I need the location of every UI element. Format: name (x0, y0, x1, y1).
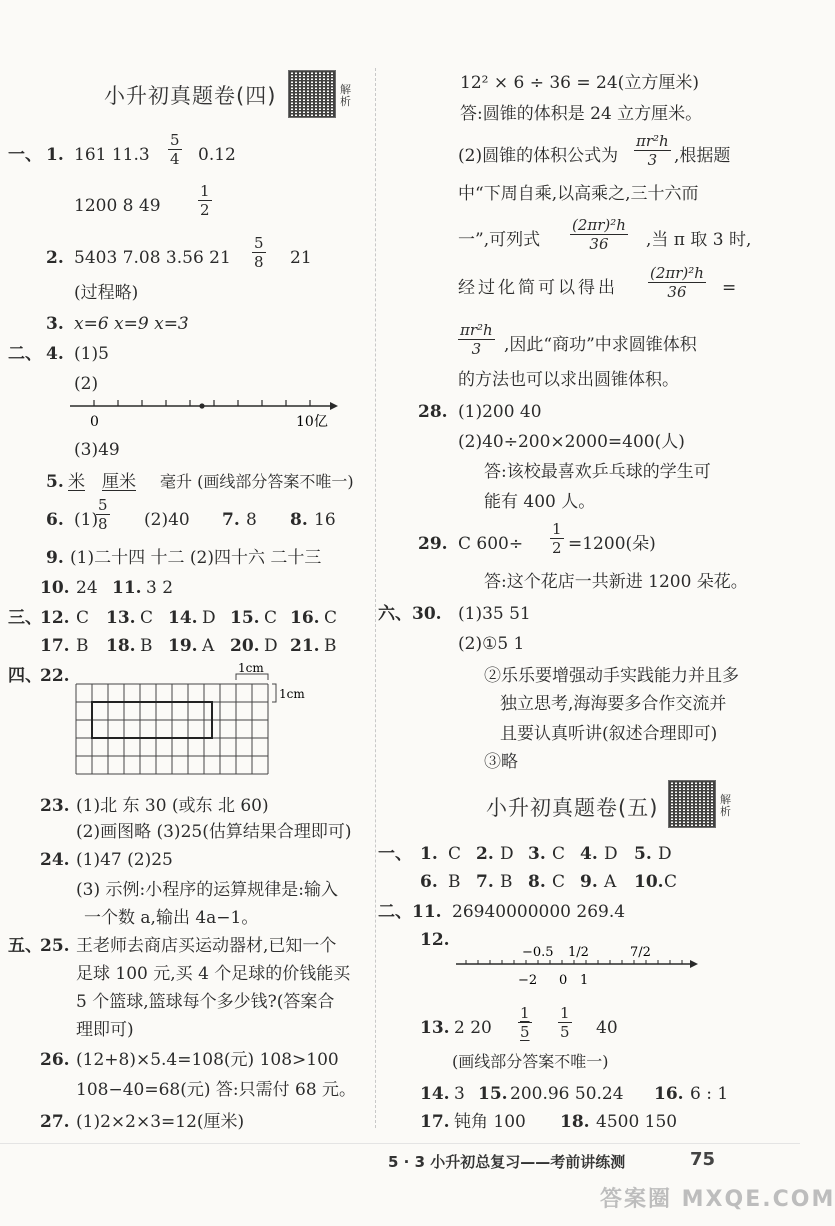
answer-text: (3) 示例:小程序的运算规律是:输入 (76, 880, 338, 900)
answer-text: (1)北 东 30 (或东 北 60) (76, 796, 269, 816)
question-number: 16. (290, 608, 320, 628)
section-label: 三、 (8, 608, 42, 628)
answer-text: 12² × 6 ÷ 36 = 24(立方厘米) (460, 73, 699, 93)
answer-text: (2)40÷200×2000=400(人) (458, 432, 685, 452)
watermark: 答案圈 MXQE.COM (600, 1187, 835, 1212)
question-number: 29. (418, 534, 448, 554)
question-number: 2. (46, 248, 64, 268)
question-number: 28. (418, 402, 448, 422)
answer-text: (2)画图略 (3)25(估算结果合理即可) (76, 822, 352, 842)
grid-lines (76, 684, 268, 774)
fraction: πr²h 3 (636, 132, 669, 169)
question-number: 11. (112, 578, 142, 598)
question-number: 7. (222, 510, 240, 530)
answer-text: (3)49 (74, 440, 120, 460)
answer-choice: C (140, 608, 154, 628)
underlined-answer: 米 (68, 472, 85, 492)
answer-text: ,当 π 取 3 时, (646, 230, 752, 250)
answer-choice: C (664, 872, 678, 892)
grid-figure (70, 661, 350, 790)
answer-choice: D (604, 844, 618, 864)
question-number: 7. (476, 872, 494, 892)
answer-text: 16 (314, 510, 336, 530)
answer-text: (1)47 (2)25 (76, 850, 173, 870)
fraction: πr²h 3 (460, 321, 493, 358)
point-label: 1/2 (568, 945, 589, 960)
answer-text: 独立思考,海海要多合作交流并 (500, 694, 727, 714)
page-number: 75 (690, 1149, 716, 1170)
answer-text: (1) (74, 510, 99, 530)
answer-choice: C (448, 844, 462, 864)
answer-text: 钝角 100 (454, 1112, 526, 1132)
answer-text: ,根据题 (674, 146, 731, 166)
answer-text: 经过化简可以得出 (458, 278, 618, 298)
answer-note: (过程略) (74, 283, 139, 303)
tick-label: 0 (559, 973, 568, 988)
point-label: 7/2 (630, 945, 651, 960)
question-number: 10. (634, 872, 664, 892)
question-number: 17. (40, 636, 70, 656)
answer-text: 1200 8 49 (74, 196, 161, 216)
question-number: 15. (230, 608, 260, 628)
answer-text: (2) (74, 374, 99, 394)
answer-text: 中“下周自乘,以高乘之,三十六而 (458, 184, 699, 204)
tick-label: 1 (580, 973, 589, 988)
question-number: 4. (46, 344, 64, 364)
answer-text: 答:圆锥的体积是 24 立方厘米。 (460, 104, 703, 124)
answer-text: 108−40=68(元) 答:只需付 68 元。 (76, 1080, 357, 1100)
question-number: 9. (580, 872, 598, 892)
section-label: 二、 (8, 344, 42, 364)
fraction: (2πr)²h 36 (650, 264, 704, 301)
number-line (452, 926, 704, 990)
answer-text: 能有 400 人。 (484, 492, 596, 512)
tick-label: −2 (518, 973, 538, 988)
answer-text: (1)200 40 (458, 402, 542, 422)
unit-label: 1cm (279, 687, 305, 701)
question-number: 12. (40, 608, 70, 628)
answer-choice: B (448, 872, 461, 892)
question-number: 13. (420, 1018, 450, 1038)
answer-text: 40 (596, 1018, 618, 1038)
question-number: 23. (40, 796, 70, 816)
underlined-answer: 厘米 (102, 472, 136, 492)
question-number: 15. (478, 1084, 508, 1104)
answer-choice: A (604, 872, 617, 892)
question-number: 20. (230, 636, 260, 656)
paper-title-4: 小升初真题卷(四) (104, 84, 277, 108)
fraction: 1 2 (552, 520, 562, 557)
answer-text: (12+8)×5.4=108(元) 108>100 (76, 1050, 339, 1070)
question-number: 16. (654, 1084, 684, 1104)
question-number: 22. (40, 666, 70, 686)
question-number: 26. (40, 1050, 70, 1070)
paper-title-5: 小升初真题卷(五) (486, 796, 659, 820)
tick-label: 0 (90, 414, 99, 430)
answer-text: 24 (76, 578, 98, 598)
question-number: 12. (420, 930, 450, 950)
answer-text: (1)5 (74, 344, 109, 364)
fraction: 1 2 (200, 182, 210, 219)
column-divider (375, 68, 376, 1128)
question-number: 25. (40, 936, 70, 956)
answer-text: 5 个篮球,篮球每个多少钱?(答案合 (76, 992, 335, 1012)
question-number: 5. (46, 472, 64, 492)
arrow-head-icon (690, 960, 698, 968)
point-label: −0.5 (522, 945, 554, 960)
question-number: 3. (46, 314, 64, 334)
question-number: 30. (412, 604, 442, 624)
question-number: 18. (106, 636, 136, 656)
answer-choice: D (658, 844, 672, 864)
answer-text: 答:该校最喜欢乒乓球的学生可 (484, 462, 711, 482)
question-number: 24. (40, 850, 70, 870)
question-number: 6. (420, 872, 438, 892)
answer-choice: C (76, 608, 90, 628)
answer-text: (1)二十四 十二 (2)四十六 二十三 (70, 548, 322, 568)
answer-text: 的方法也可以求出圆锥体积。 (458, 370, 679, 390)
answer-text: 2 20 (454, 1018, 492, 1038)
answer-text: 一个数 a,输出 4a−1。 (84, 908, 259, 928)
question-number: 4. (580, 844, 598, 864)
answer-text: 26940000000 269.4 (452, 902, 626, 922)
unit-bracket-v (272, 684, 276, 702)
question-number: 18. (560, 1112, 590, 1132)
answer-choice: C (264, 608, 278, 628)
answer-text: 理即可) (76, 1020, 134, 1040)
question-number: 17. (420, 1112, 450, 1132)
answer-note: (画线部分答案不唯一) (452, 1052, 609, 1071)
question-number: 8. (290, 510, 308, 530)
question-number: 27. (40, 1112, 70, 1132)
answer-text: 3 2 (146, 578, 174, 598)
answer-text: 161 11.3 (74, 145, 150, 165)
question-number: 14. (168, 608, 198, 628)
section-label: 五、 (8, 936, 42, 956)
answer-text: ,因此“商功”中求圆锥体积 (504, 335, 697, 355)
answer-choice: B (500, 872, 513, 892)
fraction: 5 8 (254, 234, 264, 271)
number-line (66, 394, 342, 434)
question-number: 5. (634, 844, 652, 864)
answer-text: 3 (454, 1084, 465, 1104)
question-number: 3. (528, 844, 546, 864)
fraction: 1 5 (560, 1004, 570, 1041)
answer-text: (2)40 (144, 510, 190, 530)
point-marker (199, 403, 204, 408)
question-number: 8. (528, 872, 546, 892)
answer-choice: C (552, 872, 566, 892)
answer-text: 6 : 1 (690, 1084, 729, 1104)
answer-text: (1)2×2×3=12(厘米) (76, 1112, 245, 1132)
qr-code-icon[interactable] (288, 70, 336, 118)
fraction: (2πr)²h 36 (572, 216, 626, 253)
answer-text: 21 (290, 248, 312, 268)
answer-choice: C (324, 608, 338, 628)
answer-text: 王老师去商店买运动器材,已知一个 (76, 936, 337, 956)
answer-text: 足球 100 元,买 4 个足球的价钱能买 (76, 964, 351, 984)
section-label: 四、 (8, 666, 42, 686)
answer-choice: D (202, 608, 216, 628)
answer-choice: C (552, 844, 566, 864)
answer-text: 且要认真听讲(叙述合理即可) (500, 724, 718, 744)
fraction: 5 8 (98, 496, 108, 533)
question-number: 14. (420, 1084, 450, 1104)
footer-book-title: 5 · 3 小升初总复习——考前讲练测 (388, 1153, 626, 1171)
answer-text: 答:这个花店一共新进 1200 朵花。 (484, 572, 748, 592)
qr-analysis-label: 解析 (340, 83, 351, 108)
answer-text: 5403 7.08 3.56 21 (74, 248, 231, 268)
answer-choice: A (202, 636, 215, 656)
answer-text: (2)圆锥的体积公式为 (458, 146, 619, 166)
question-number: 21. (290, 636, 320, 656)
section-label: 六、 (378, 604, 412, 624)
tick-label: 10亿 (296, 414, 328, 430)
unit-label: 1cm (238, 661, 264, 675)
question-number: 2. (476, 844, 494, 864)
answer-text: 4500 150 (596, 1112, 678, 1132)
question-number: 6. (46, 510, 64, 530)
arrow-head-icon (330, 402, 338, 410)
answer-text: ③略 (484, 752, 518, 772)
qr-analysis-label: 解析 (720, 793, 731, 818)
answer-text: x=6 x=9 x=3 (74, 314, 189, 334)
section-label: 一、 (378, 844, 412, 864)
question-number: 1. (420, 844, 438, 864)
fraction: 1 5 (520, 1004, 530, 1041)
answer-text: 0.12 (198, 145, 236, 165)
answer-choice: D (500, 844, 514, 864)
answer-text: 200.96 50.24 (510, 1084, 624, 1104)
answer-text: = (722, 278, 737, 298)
fraction: 5 4 (170, 131, 180, 168)
qr-code-icon[interactable] (668, 780, 716, 828)
answer-choice: B (324, 636, 337, 656)
question-number: 1. (46, 145, 64, 165)
question-number: 9. (46, 548, 64, 568)
question-number: 19. (168, 636, 198, 656)
answer-text: C 600÷ (458, 534, 524, 554)
answer-text: (1)35 51 (458, 604, 531, 624)
answer-choice: B (140, 636, 153, 656)
question-number: 13. (106, 608, 136, 628)
question-number: 10. (40, 578, 70, 598)
section-label: 一、 (8, 145, 42, 165)
answer-choice: D (264, 636, 278, 656)
answer-text: 毫升 (画线部分答案不唯一) (160, 472, 354, 491)
question-number: 11. (412, 902, 442, 922)
answer-text: 一”,可列式 (458, 230, 541, 250)
answer-text: (2)①5 1 (458, 634, 525, 654)
answer-text: 8 (246, 510, 257, 530)
section-label: 二、 (378, 902, 412, 922)
answer-text: ②乐乐要增强动手实践能力并且多 (484, 666, 739, 686)
answer-text: =1200(朵) (568, 534, 656, 554)
answer-choice: B (76, 636, 89, 656)
